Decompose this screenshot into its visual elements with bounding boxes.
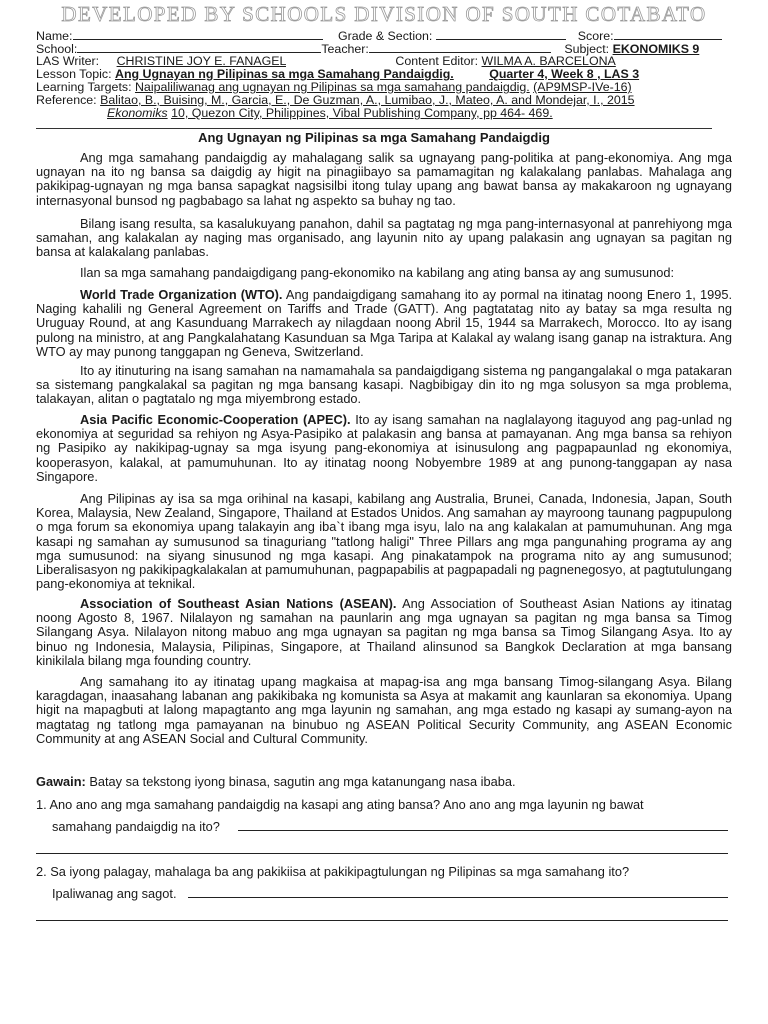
paragraph-apec <box>36 413 732 484</box>
wto-text: Ang pandaigdigang samahang ito ay pormal na itinatag noong Enero 1, 1995. Naging kahalili ng General Agreement on Tariffs and Trade (GATT). Ang pagtatatag nito ay batay sa mga resulta ng Uruguay Round, at ang Kasunduang Marrakech ay nilagdaan noong Abril 15, 1944 sa Marrakech, Morocco. Ito ay isang pulong na ministro, at ang Pangkalahatang Kasunduan sa Mga Taripa at Kalakal ay walang isang ganap na istraktura. Ang WTO ay may punong tanggapan ng Geneva, Switzerland. <box>36 287 732 359</box>
paragraph-text: Ang mga samahang pandaigdig ay mahalagang salik sa ugnayang pang-politika at pang-ekonomiya. Ang mga ugnayan na ito ng bansa sa daigdig ay higit na pinagiibayo sa pamamagitan ng kalakalang panlabas. Mahalaga ang pakikipag-ugnayan ng mga bansa sapagkat nagsisilbi itong tulay upang ang bawat bansa ay makakaroon ng ugnayang internasyonal bunsod ng pagbabago sa lahat ng aspekto sa buhay ng tao. <box>36 150 732 208</box>
writer-value: CHRISTINE JOY E. FANAGEL <box>116 54 286 68</box>
name-label: Name: <box>36 29 73 43</box>
apec-text: Ito ay isang samahan na naglalayong itaguyod ang pag-unlad ng ekonomiya at seguridad sa rehiyon ng Asya-Pasipiko at palakasin ang bansa at pamayanan. Ang mga bansa sa rehiyon ng Pasipiko ay nakikipag-ugnay sa mga isyung pang-ekonomiya at isinusulong ang pagpapaunlad ng ekonomiya, kooperasyon, kalakal, at pamumuhunan. Ito ay itinatag noong Nobyembre 1989 at ang punong-tanggapan ay nasa Singapore. <box>36 412 732 484</box>
paragraph-asean <box>36 597 732 668</box>
header-row-topic <box>36 67 736 81</box>
paragraph-text: Ito ay itinuturing na isang samahan na namamahala sa pandaigdigang sistema ng pangangalakal o mga patakaran sa sistemang pangkalakal sa pagitan ng mga bansang kasapi. Nagbibigay din ito ng mga solusyon sa mga problema, talakayan, alitan o pagtatalo ng mga miyembrong estado. <box>36 363 732 407</box>
subject-value: EKONOMIKS 9 <box>612 42 700 56</box>
school-field[interactable] <box>77 41 321 53</box>
grade-field[interactable] <box>436 28 566 40</box>
teacher-label: Teacher: <box>321 42 369 56</box>
paragraph-text: Ang Pilipinas ay isa sa mga orihinal na kasapi, kabilang ang Australia, Brunei, Canada, Indonesia, Japan, South Korea, Malaysia, New Zealand, Singapore, Thailand at Estados Unidos. Ang samahan ay mayroong taunang pagpupulong o mga forum sa ekonomiya upang talakayin ang iba`t ibang mga isyu, lalo na ang kalakalan at pamumuhunan. Ang mga kasapi ng samahan ay sumusunod sa tinaguriang "tatlong haligi" Three Pillars ang mga pangunahing programa ay ang mga sumusunod: na siyang sinusunod ng mga kasapi. Ang pinakatampok na programa nito ay ang sumusunod; Liberalisasyon ng pakikipagkalakalan at pamumuhunan, pagpapabilis at pagpapadali ng pagnenegosyo, at pagtutulungang pang-ekonomiya at teknikal. <box>36 491 732 592</box>
paragraph-result <box>36 217 732 260</box>
reference-value: Balitao, B., Buising, M., Garcia, E., De Guzman, A., Lumibao, J., Mateo, A. and Mondejar, I., 2015 <box>100 93 635 107</box>
paragraph-wto-role <box>36 364 732 407</box>
header-row-writer <box>36 54 736 68</box>
school-label: School: <box>36 42 78 56</box>
division-banner: DEVELOPED BY SCHOOLS DIVISION OF SOUTH COTABATO <box>61 2 707 26</box>
grade-label: Grade & Section: <box>337 29 433 43</box>
paragraph-asean-purpose <box>36 675 732 746</box>
paragraph-intro <box>36 151 732 208</box>
score-label: Score: <box>577 29 614 43</box>
paragraph-apec-members <box>36 492 732 591</box>
asean-heading: Association of Southeast Asian Nations (ASEAN). <box>80 596 397 611</box>
page-title: Ang Ugnayan ng Pilipinas sa mga Samahang Pandaigdig <box>198 130 550 145</box>
apec-heading: Asia Pacific Economic-Cooperation (APEC). <box>80 412 351 427</box>
paragraph-list-intro <box>36 266 732 280</box>
targets-label: Learning Targets: <box>36 80 132 94</box>
quarter-value: Quarter 4, Week 8 , LAS 3 <box>489 67 640 81</box>
answer-line-2a[interactable] <box>188 885 728 898</box>
teacher-field[interactable] <box>369 41 551 53</box>
header-row-targets <box>36 80 736 94</box>
paragraph-wto <box>36 288 732 359</box>
topic-label: Lesson Topic: <box>36 67 112 81</box>
question-2: 2. Sa iyong palagay, mahalaga ba ang pakikiisa at pakikipagtulungan ng Pilipinas sa mga samahang ito? <box>36 864 630 879</box>
asean-text: Ang Association of Southeast Asian Nations ay itinatag noong Agosto 8, 1967. Nilalayon ng samahan na paunlarin ang mga ugnayan sa pagitan ng mga bansa sa Timog Silangang Asya. Nilalayon nitong mabuo ang mga ugnayan sa pagitan ng mga bansa sa Timog Silangang Asya. Ito ay binuo ng Indonesia, Malaysia, Pilipinas, Singapore, at Thailand alinsunod sa Bangkok Declaration at mga bansang kinikilala bilang mga founding country. <box>36 596 732 668</box>
targets-value: Naipaliliwanag ang ugnayan ng Pilipinas sa mga samahang pandaigdig. <box>134 80 530 94</box>
name-field[interactable] <box>73 28 323 40</box>
topic-value: Ang Ugnayan ng Pilipinas sa mga Samahang Pandaigdig. <box>115 67 454 81</box>
reference-book: Ekonomiks <box>107 106 168 120</box>
answer-line-2b[interactable] <box>36 908 728 921</box>
header-row-reference-2 <box>107 106 768 120</box>
writer-label: LAS Writer: <box>36 54 100 68</box>
header-divider <box>36 128 712 129</box>
subject-label: Subject: <box>564 42 610 56</box>
editor-label: Content Editor: <box>395 54 479 68</box>
paragraph-text: Bilang isang resulta, sa kasalukuyang panahon, dahil sa pagtatag ng mga pang-internasyonal at panrehiyong mga samahan, ang kalakalan ay naging mas organisado, ang layunin nito ay upang palakasin ang ugnayan sa pagitan ng bansa at kalakalang panlabas. <box>36 216 732 260</box>
editor-value: WILMA A. BARCELONA <box>481 54 616 68</box>
activity-text: Batay sa tekstong iyong binasa, sagutin ang mga katanungang nasa ibaba. <box>85 774 516 789</box>
answer-line-1b[interactable] <box>36 841 728 854</box>
header-row-reference <box>36 93 736 107</box>
answer-line-1a[interactable] <box>238 818 728 831</box>
paragraph-text: Ilan sa mga samahang pandaigdigang pang-ekonomiko na kabilang ang ating bansa ay ang sumusunod: <box>80 265 675 280</box>
reference-label: Reference: <box>36 93 97 107</box>
reference-rest: 10, Quezon City, Philippines, Vibal Publishing Company, pp 464- 469. <box>171 106 553 120</box>
score-field[interactable] <box>614 28 722 40</box>
question-1-continued: samahang pandaigdig na ito? <box>52 819 220 834</box>
wto-heading: World Trade Organization (WTO). <box>80 287 283 302</box>
activity-label: Gawain: <box>36 774 86 789</box>
question-2-continued: Ipaliwanag ang sagot. <box>52 886 177 901</box>
paragraph-text: Ang samahang ito ay itinatag upang magkaisa at mapag-isa ang mga bansang Timog-silangang Asya. Bilang karagdagan, inaasahang labanan ang pakikibaka ng komunista sa Asya at makamit ang kaunlaran sa ekonomiya. Upang higit na mapagbuti at lalong mapagtanto ang mga layunin ng samahan, ang mga estado ng kasapi ay sumang-ayon na magtatag ng tatlong mga pamayanan na binubuo ng ASEAN Political Security Community, ang ASEAN Economic Community at ang ASEAN Social and Cultural Community. <box>36 674 732 746</box>
question-1: 1. Ano ano ang mga samahang pandaigdig na kasapi ang ating bansa? Ano ano ang mga layunin ng bawat <box>36 797 644 812</box>
targets-code: (AP9MSP-IVe-16) <box>533 80 632 94</box>
activity-instruction <box>36 774 732 789</box>
